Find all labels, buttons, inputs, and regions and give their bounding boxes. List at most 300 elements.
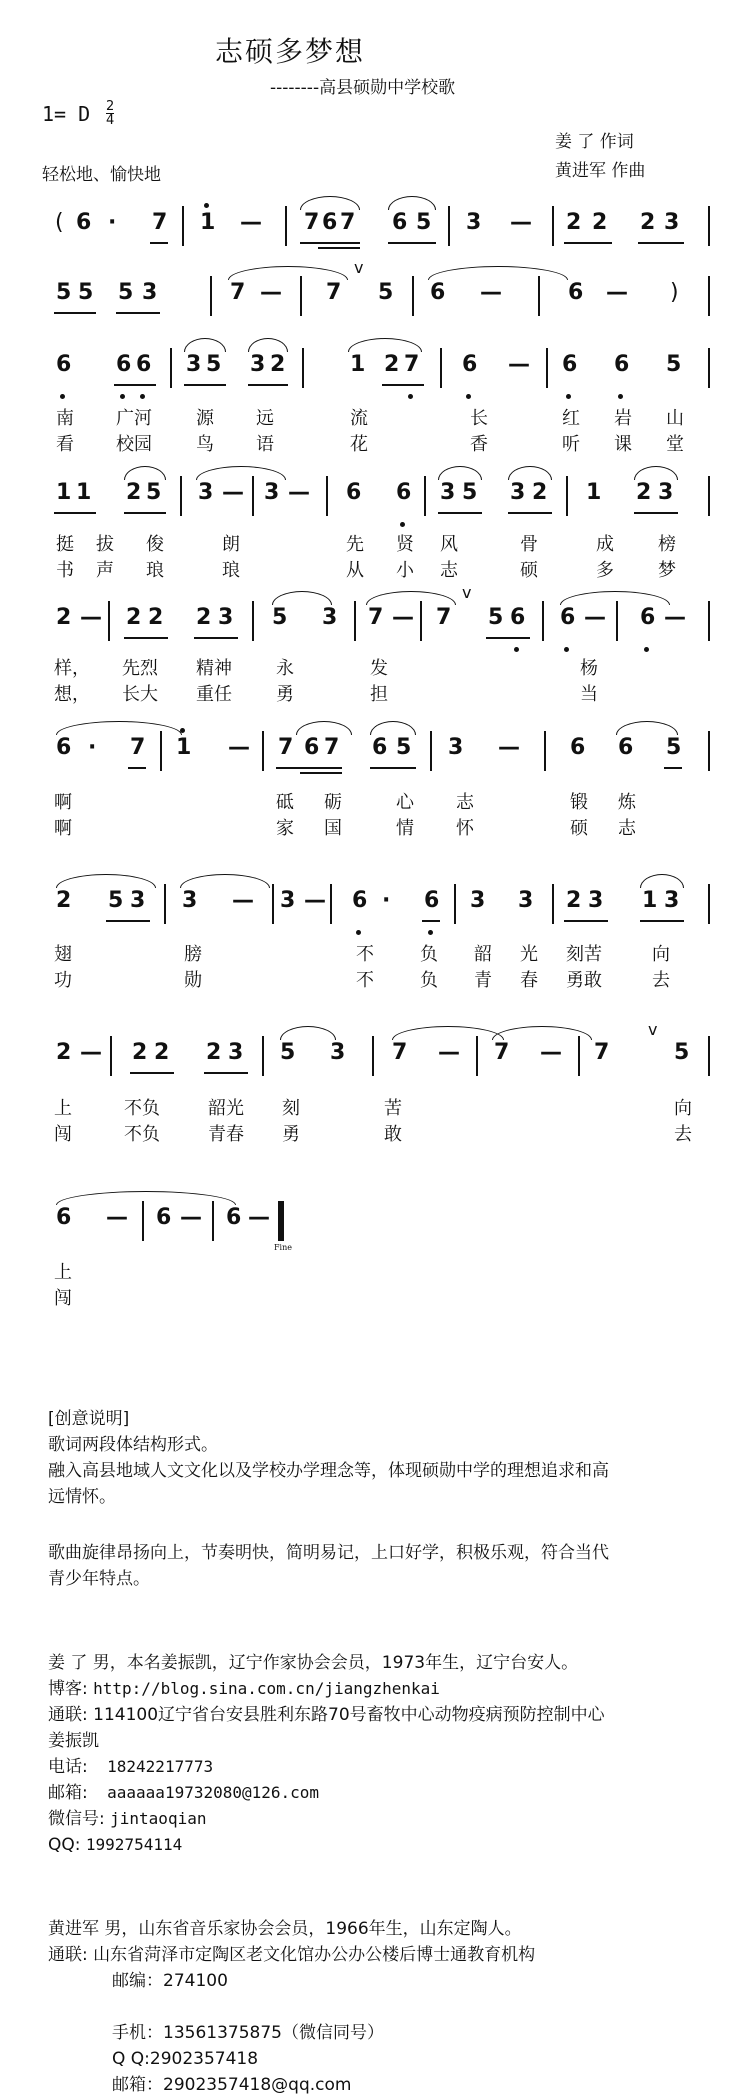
underline — [638, 242, 684, 244]
notes-paragraph-2: 融入高县地域人文文化以及学校办学理念等，体现硕勋中学的理想追求和高 — [48, 1461, 609, 1481]
note: 5 — [488, 605, 504, 630]
note: 3 — [130, 888, 146, 913]
lyric: 去 — [652, 970, 670, 991]
note: 7 — [304, 210, 320, 235]
note: 7 — [326, 280, 342, 305]
note: — — [260, 280, 282, 305]
lyric: 刻苦 — [566, 944, 602, 965]
lyric: 敢 — [384, 1124, 402, 1145]
note: 6 — [116, 352, 132, 377]
note: 3 — [198, 480, 214, 505]
underline — [128, 767, 146, 769]
slur — [370, 721, 416, 735]
lyric: 啊 — [54, 818, 72, 839]
note: 3 — [588, 888, 604, 913]
note: 2 — [592, 210, 608, 235]
barline — [448, 206, 450, 246]
slur — [180, 874, 270, 888]
barline — [708, 276, 710, 316]
barline — [262, 1036, 264, 1076]
composer-bio: 黄进军 男，山东省音乐家协会会员，1966年生，山东定陶人。 — [48, 1919, 522, 1939]
note: 5 — [78, 280, 94, 305]
barline — [708, 476, 710, 516]
blog-label: 博客: — [48, 1679, 88, 1699]
underline — [184, 384, 226, 386]
note: 5 — [272, 605, 288, 630]
lyric: 校园 — [116, 434, 152, 455]
note: ( — [55, 210, 64, 235]
lyric: 发 — [370, 658, 388, 679]
score-line-7 — [0, 888, 750, 978]
lyric: 红 — [562, 408, 580, 429]
lyric: 向 — [674, 1098, 692, 1119]
lyric: 拔 — [96, 534, 114, 555]
underline — [248, 384, 288, 386]
note: 6 — [568, 280, 584, 305]
note: 7 — [324, 735, 340, 760]
lyric: 课 — [614, 434, 632, 455]
lyric: 语 — [256, 434, 274, 455]
lyric: 杨 — [580, 658, 598, 679]
lyric: 永 — [276, 658, 294, 679]
note: — — [540, 1040, 562, 1065]
note: 5 — [462, 480, 478, 505]
note: 5 — [280, 1040, 296, 1065]
lyric: 锻 — [570, 792, 588, 813]
note: — — [80, 605, 102, 630]
lyric: 翅 — [54, 944, 72, 965]
note: 6 — [56, 1205, 72, 1230]
underline — [276, 767, 342, 769]
note: 2 — [532, 480, 548, 505]
note: — — [288, 480, 310, 505]
note: 6 — [304, 735, 320, 760]
note: 6 — [56, 735, 72, 760]
fine-marking: Fine — [274, 1243, 292, 1252]
lyric: 琅 — [222, 560, 240, 581]
note: — — [222, 480, 244, 505]
barline — [210, 276, 212, 316]
note: 6 — [618, 735, 634, 760]
barline — [326, 476, 328, 516]
note: 3 — [658, 480, 674, 505]
underline — [422, 920, 440, 922]
lyricist-wechat-row — [48, 1806, 206, 1832]
note: 3 — [470, 888, 486, 913]
slur — [272, 591, 332, 605]
blog-link[interactable]: http://blog.sina.com.cn/jiangzhenkai — [93, 1679, 440, 1698]
barline — [546, 348, 548, 388]
note: 7 — [594, 1040, 610, 1065]
note: 7 — [230, 280, 246, 305]
lyricist-blog-row — [48, 1676, 440, 1702]
note: 1 — [76, 480, 92, 505]
underline — [106, 920, 150, 922]
note: 5 — [416, 210, 432, 235]
note: 6 — [462, 352, 478, 377]
slur — [438, 466, 482, 480]
barline — [708, 601, 710, 641]
underline — [382, 384, 424, 386]
note: 6 — [372, 735, 388, 760]
barline — [420, 601, 422, 641]
note: 3 — [280, 888, 296, 913]
note: — — [304, 888, 326, 913]
note: 7 — [368, 605, 384, 630]
lyric: 志 — [440, 560, 458, 581]
note: — — [606, 280, 628, 305]
lyric: 成 — [596, 534, 614, 555]
note: — — [180, 1205, 202, 1230]
barline — [454, 884, 456, 924]
note: 6 — [430, 280, 446, 305]
barline — [708, 348, 710, 388]
barline — [108, 601, 110, 641]
lyric: 从 — [346, 560, 364, 581]
lyric: 负 — [420, 944, 438, 965]
octave-dot — [428, 930, 433, 935]
note: — — [508, 352, 530, 377]
octave-dot — [400, 522, 405, 527]
lyric: 南 — [56, 408, 74, 429]
note: — — [248, 1205, 270, 1230]
note: 1 — [56, 480, 72, 505]
lyric: 青 — [474, 970, 492, 991]
note: — — [438, 1040, 460, 1065]
barline — [544, 731, 546, 771]
lyric: 听 — [562, 434, 580, 455]
time-bottom: 4 — [106, 113, 115, 128]
lyric: 小 — [396, 560, 414, 581]
slur — [56, 874, 156, 888]
underline — [194, 637, 238, 639]
note: · — [108, 210, 117, 235]
lyric: 啊 — [54, 792, 72, 813]
note: 3 — [518, 888, 534, 913]
barline — [708, 1036, 710, 1076]
note: 3 — [448, 735, 464, 760]
barline — [180, 476, 182, 516]
note: 3 — [182, 888, 198, 913]
lyric: 勇 — [282, 1124, 300, 1145]
lyric: 砺 — [324, 792, 342, 813]
note: 3 — [330, 1040, 346, 1065]
lyric: 不 — [356, 944, 374, 965]
note: 2 — [148, 605, 164, 630]
lyric: 不负 — [124, 1098, 160, 1119]
note: 7 — [436, 605, 452, 630]
barline — [708, 206, 710, 246]
lyric: 贤 — [396, 534, 414, 555]
note: 7 — [130, 735, 146, 760]
key-signature: 1= D — [42, 102, 91, 126]
wechat: jintaoqian — [110, 1809, 207, 1828]
lyric: 怀 — [456, 818, 474, 839]
note: 2 — [154, 1040, 170, 1065]
lyric: 花 — [350, 434, 368, 455]
note: — — [228, 735, 250, 760]
address-label: 通联: — [48, 1705, 88, 1725]
lyric: 当 — [580, 684, 598, 705]
lyric: 光 — [520, 944, 538, 965]
lyric: 砥 — [276, 792, 294, 813]
composer-address-row — [48, 1942, 535, 1968]
lyric: 青春 — [208, 1124, 244, 1145]
octave-dot — [618, 394, 623, 399]
slur — [492, 1026, 592, 1040]
lyric: 功 — [54, 970, 72, 991]
note: 6 — [560, 605, 576, 630]
lyric: 香 — [470, 434, 488, 455]
barline — [354, 601, 356, 641]
note: 3 — [228, 1040, 244, 1065]
note: 1 — [586, 480, 602, 505]
note: 6 — [392, 210, 408, 235]
lyric: 堂 — [666, 434, 684, 455]
slur — [560, 591, 670, 605]
note: ) — [670, 280, 679, 305]
underline — [130, 1072, 174, 1074]
note: 6 — [562, 352, 578, 377]
barline — [164, 884, 166, 924]
note: — — [80, 1040, 102, 1065]
lyric: 炼 — [618, 792, 636, 813]
lyric: 韶 — [474, 944, 492, 965]
lyric: 榜 — [658, 534, 676, 555]
notes-paragraph-3-cont: 青少年特点。 — [48, 1569, 150, 1589]
lyric: 流 — [350, 408, 368, 429]
note: 6 — [322, 210, 338, 235]
lyric: 春 — [520, 970, 538, 991]
note: 6 — [614, 352, 630, 377]
note: 6 — [396, 480, 412, 505]
note: — — [240, 210, 262, 235]
address: 114100辽宁省台安县胜利东路70号畜牧中心动物疫病预防控制中心 — [93, 1705, 605, 1725]
underline — [300, 772, 342, 774]
note: 2 — [206, 1040, 222, 1065]
lyric: 长大 — [122, 684, 158, 705]
octave-dot — [204, 203, 209, 208]
lyric: 闯 — [54, 1124, 72, 1145]
note: 6 — [640, 605, 656, 630]
barline — [160, 731, 162, 771]
note: · — [382, 888, 391, 913]
note: 3 — [440, 480, 456, 505]
lyric: 骨 — [520, 534, 538, 555]
note: 5 — [666, 735, 682, 760]
note: 2 — [126, 480, 142, 505]
lyric: 情 — [396, 818, 414, 839]
underline — [508, 512, 552, 514]
barline — [110, 1036, 112, 1076]
barline — [476, 1036, 478, 1076]
underline — [114, 384, 156, 386]
note: 7 — [278, 735, 294, 760]
underline — [300, 242, 360, 244]
composer-credit: 黄进军 作曲 — [555, 161, 646, 181]
underline — [664, 767, 682, 769]
barline — [182, 206, 184, 246]
note: 7 — [494, 1040, 510, 1065]
note: 2 — [56, 605, 72, 630]
lyric: 上 — [54, 1098, 72, 1119]
lyric: 山 — [666, 408, 684, 429]
barline — [708, 731, 710, 771]
breath-mark: v — [648, 1020, 658, 1039]
lyric: 苦 — [384, 1098, 402, 1119]
barline — [142, 1201, 144, 1241]
note: 6 — [346, 480, 362, 505]
lyric: 长 — [470, 408, 488, 429]
octave-dot — [566, 394, 571, 399]
lyric: 不负 — [124, 1124, 160, 1145]
barline — [412, 276, 414, 316]
qq-label: QQ: — [48, 1835, 81, 1855]
slur — [124, 466, 166, 480]
note: 1 — [176, 735, 192, 760]
note: 3 — [322, 605, 338, 630]
lyric: 远 — [256, 408, 274, 429]
phone-label: 电话: — [48, 1757, 88, 1777]
note: 6 — [156, 1205, 172, 1230]
lyric: 看 — [56, 434, 74, 455]
notes-paragraph-3: 歌曲旋律昂扬向上，节奏明快，简明易记，上口好学，积极乐观，符合当代 — [48, 1543, 609, 1563]
note: 6 — [76, 210, 92, 235]
note: 2 — [384, 352, 400, 377]
barline — [252, 601, 254, 641]
underline — [150, 242, 168, 244]
breath-mark: v — [354, 258, 364, 277]
octave-dot — [356, 930, 361, 935]
composer-mail[interactable]: 邮箱：2902357418@qq.com — [112, 2075, 352, 2095]
barline — [302, 348, 304, 388]
lyric: 心 — [396, 792, 414, 813]
slur — [56, 1191, 236, 1205]
slur — [508, 466, 552, 480]
barline — [708, 884, 710, 924]
score-line-6 — [0, 735, 750, 825]
barline — [424, 476, 426, 516]
slur — [300, 196, 360, 210]
note: 3 — [250, 352, 266, 377]
slur — [196, 466, 286, 480]
barline — [440, 348, 442, 388]
barline — [430, 731, 432, 771]
lyric: 精神 — [196, 658, 232, 679]
barline — [616, 601, 618, 641]
note: — — [584, 605, 606, 630]
note: 6 — [510, 605, 526, 630]
lyric: 风 — [440, 534, 458, 555]
note: 6 — [136, 352, 152, 377]
lyric: 韶光 — [208, 1098, 244, 1119]
octave-dot — [408, 394, 413, 399]
song-subtitle: --------高县硕勋中学校歌 — [270, 78, 456, 98]
lyric: 样， — [54, 658, 90, 679]
lyric: 声 — [96, 560, 114, 581]
note: 5 — [378, 280, 394, 305]
note: 2 — [196, 605, 212, 630]
octave-dot — [60, 394, 65, 399]
composer-phone: 手机：13561375875（微信同号） — [112, 2023, 384, 2043]
note: 1 — [350, 352, 366, 377]
note: 3 — [264, 480, 280, 505]
slur — [56, 721, 182, 735]
slur — [280, 1026, 336, 1040]
lyricist-credit: 姜 了 作词 — [555, 132, 634, 152]
note: 2 — [126, 605, 142, 630]
note: 5 — [108, 888, 124, 913]
lyricist-address-row — [48, 1702, 605, 1728]
note: 5 — [146, 480, 162, 505]
final-barline — [278, 1201, 284, 1241]
lyric: 鸟 — [196, 434, 214, 455]
address: 山东省菏泽市定陶区老文化馆办公办公楼后博士通教育机构 — [93, 1945, 536, 1965]
lyric: 挺 — [56, 534, 74, 555]
underline — [634, 512, 678, 514]
note: — — [392, 605, 414, 630]
underline — [564, 920, 608, 922]
underline — [124, 637, 168, 639]
lyric: 不 — [356, 970, 374, 991]
composer-qq: Q Q:2902357418 — [112, 2049, 259, 2069]
note: — — [480, 280, 502, 305]
lyric: 广河 — [116, 408, 152, 429]
lyric: 先 — [346, 534, 364, 555]
octave-dot — [514, 647, 519, 652]
lyric: 膀 — [184, 944, 202, 965]
lyric: 岩 — [614, 408, 632, 429]
note: 3 — [142, 280, 158, 305]
barline — [212, 1201, 214, 1241]
lyric: 上 — [54, 1262, 72, 1283]
barline — [170, 348, 172, 388]
note: 2 — [636, 480, 652, 505]
note: 3 — [218, 605, 234, 630]
mail[interactable]: aaaaaa19732080@126.com — [107, 1783, 320, 1802]
breath-mark: v — [462, 583, 472, 602]
slur — [296, 721, 352, 735]
lyric: 志 — [456, 792, 474, 813]
underline — [54, 312, 96, 314]
lyricist-address-name: 姜振凯 — [48, 1731, 99, 1751]
lyric: 朗 — [222, 534, 240, 555]
slur — [366, 591, 456, 605]
note: 1 — [642, 888, 658, 913]
lyric: 勇 — [276, 684, 294, 705]
note: — — [510, 210, 532, 235]
underline — [54, 512, 96, 514]
lyric: 重任 — [196, 684, 232, 705]
barline — [578, 1036, 580, 1076]
note: 2 — [640, 210, 656, 235]
octave-dot — [180, 728, 185, 733]
note: 6 — [424, 888, 440, 913]
note: 7 — [392, 1040, 408, 1065]
note: 3 — [510, 480, 526, 505]
underline — [116, 312, 160, 314]
song-title: 志硕多梦想 — [214, 35, 365, 68]
underline — [438, 512, 482, 514]
slur — [640, 874, 684, 888]
lyricist-bio: 姜 了 男，本名姜振凯，辽宁作家协会会员，1973年生，辽宁台安人。 — [48, 1653, 579, 1673]
lyric: 先烈 — [122, 658, 158, 679]
underline — [486, 637, 530, 639]
octave-dot — [140, 394, 145, 399]
octave-dot — [466, 394, 471, 399]
note: 2 — [566, 210, 582, 235]
barline — [372, 1036, 374, 1076]
